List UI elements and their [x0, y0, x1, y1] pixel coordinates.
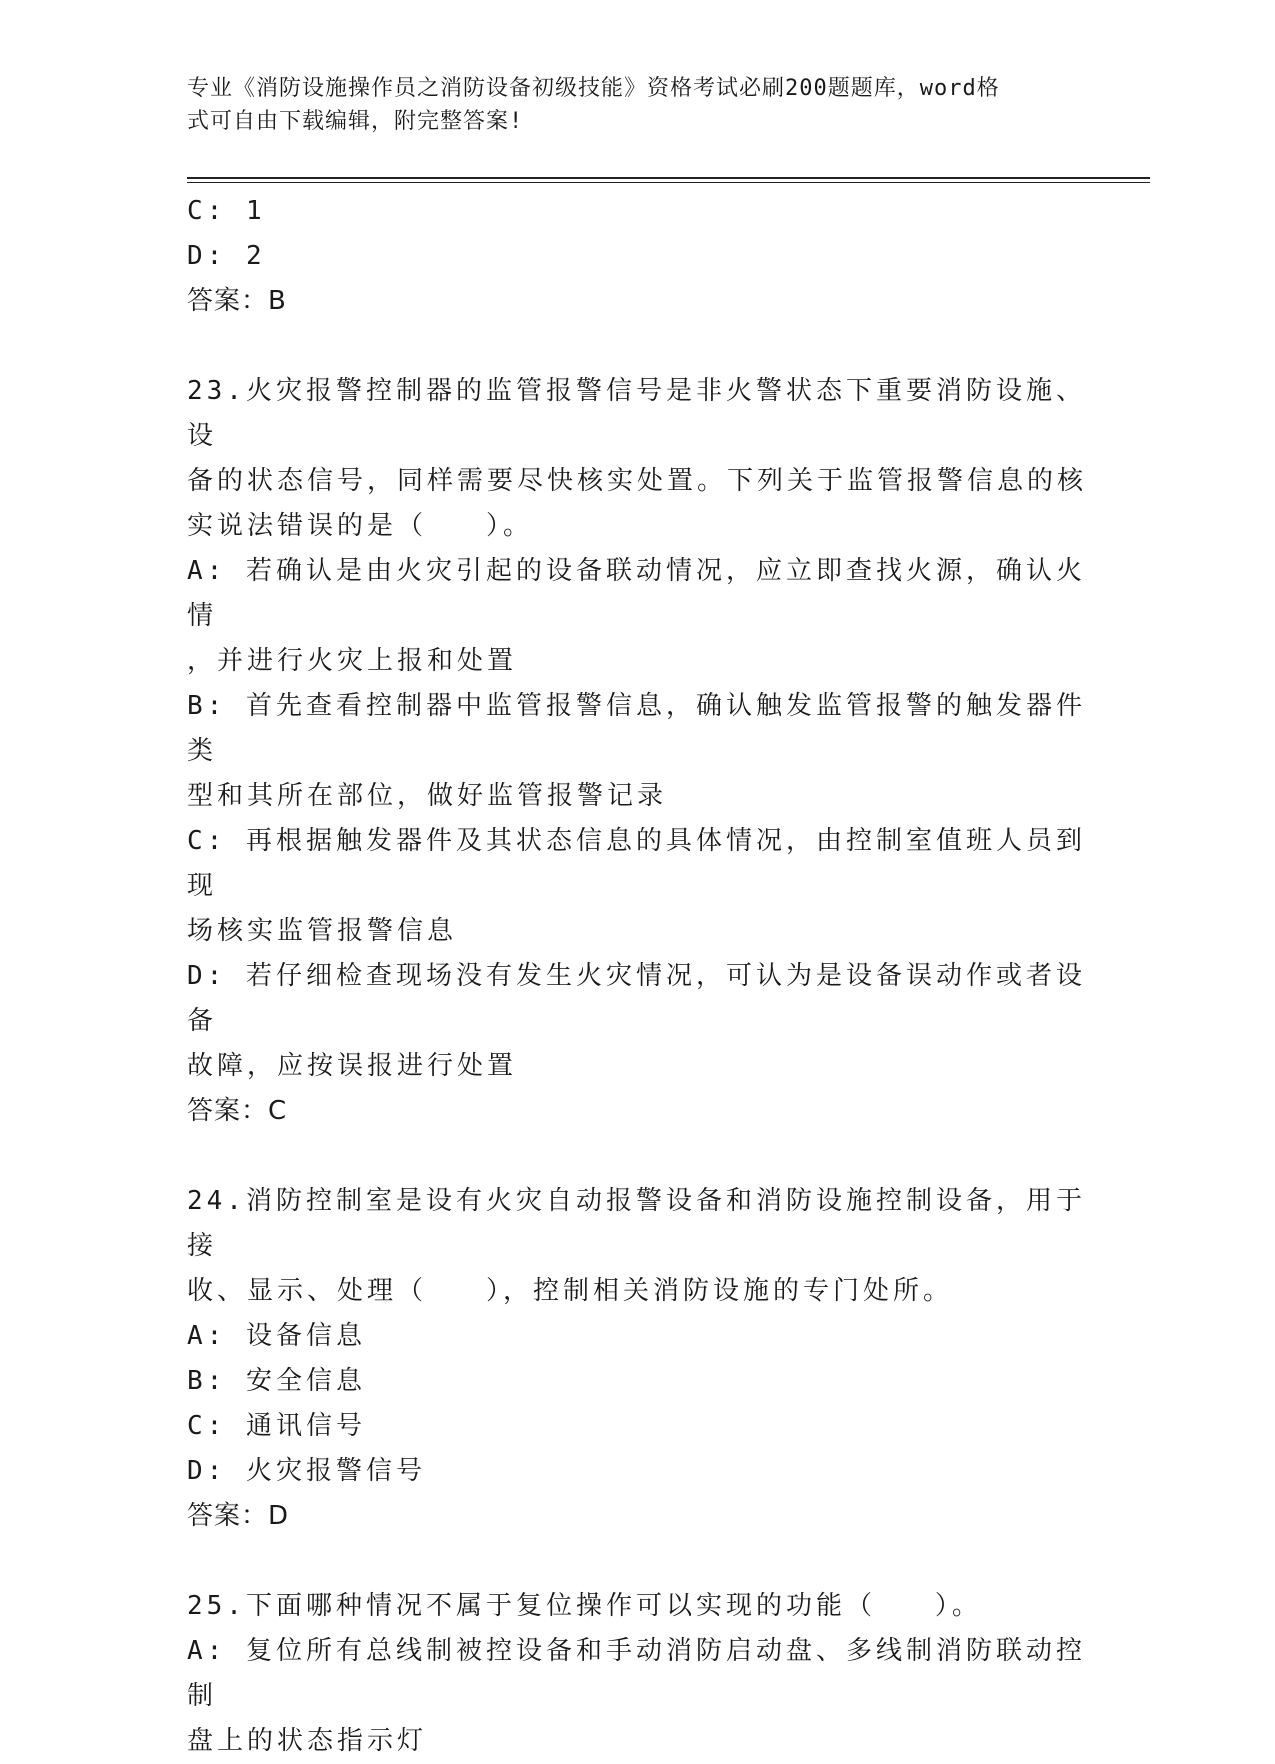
- document-header: [187, 72, 1067, 138]
- q23-option-d-line-2: 故障，应按误报进行处置: [187, 1051, 518, 1081]
- header-divider-thick: [187, 177, 1150, 179]
- prev-option-d: D: 2: [187, 241, 266, 271]
- q24-option-c: C: 通讯信号: [187, 1411, 366, 1441]
- q23-option-d-line-1: D: 若仔细检查现场没有发生火灾情况，可认为是设备误动作或者设备: [187, 961, 1086, 1036]
- q24-answer: 答案：D: [187, 1501, 290, 1531]
- q24-option-a: A: 设备信息: [187, 1321, 366, 1351]
- q23-option-a-line-2: ，并进行火灾上报和处置: [187, 646, 518, 676]
- q23-stem-line-1: 23.火灾报警控制器的监管报警信号是非火警状态下重要消防设施、设: [187, 376, 1086, 451]
- q23-stem-line-2: 备的状态信号，同样需要尽快核实处置。下列关于监管报警信息的核: [187, 466, 1088, 496]
- question-25: [187, 1584, 1087, 1764]
- q23-option-c-line-1: C: 再根据触发器件及其状态信息的具体情况，由控制室值班人员到现: [187, 826, 1086, 901]
- q23-option-c-line-2: 场核实监管报警信息: [187, 916, 458, 946]
- q23-option-b-line-2: 型和其所在部位，做好监管报警记录: [187, 781, 668, 811]
- header-line-1: 专业《消防设施操作员之消防设备初级技能》资格考试必刷200题题库，word格: [187, 76, 1000, 101]
- q25-option-a-line-2: 盘上的状态指示灯: [187, 1726, 428, 1756]
- q23-option-b-line-1: B: 首先查看控制器中监管报警信息，确认触发监管报警的触发器件类: [187, 691, 1086, 766]
- q24-option-d: D: 火灾报警信号: [187, 1456, 426, 1486]
- q25-stem-line-1: 25.下面哪种情况不属于复位操作可以实现的功能（ ）。: [187, 1591, 982, 1621]
- prev-option-c: C: 1: [187, 196, 266, 226]
- prev-answer: 答案：B: [187, 286, 287, 316]
- q24-option-b: B: 安全信息: [187, 1366, 366, 1396]
- q24-stem-line-1: 24.消防控制室是设有火灾自动报警设备和消防设施控制设备，用于接: [187, 1186, 1086, 1261]
- header-divider-thin: [187, 182, 1150, 183]
- q25-option-a-line-1: A: 复位所有总线制被控设备和手动消防启动盘、多线制消防联动控制: [187, 1636, 1086, 1711]
- header-line-2: 式可自由下载编辑，附完整答案!: [187, 109, 524, 134]
- q23-answer: 答案：C: [187, 1096, 288, 1126]
- q23-option-a-line-1: A: 若确认是由火灾引起的设备联动情况，应立即查找火源，确认火情: [187, 556, 1086, 631]
- question-24: [187, 1179, 1087, 1539]
- q23-stem-line-3: 实说法错误的是（ ）。: [187, 511, 533, 541]
- q24-stem-line-2: 收、显示、处理（ ），控制相关消防设施的专门处所。: [187, 1276, 953, 1306]
- question-23: [187, 369, 1087, 1134]
- question-content: [187, 189, 1087, 1764]
